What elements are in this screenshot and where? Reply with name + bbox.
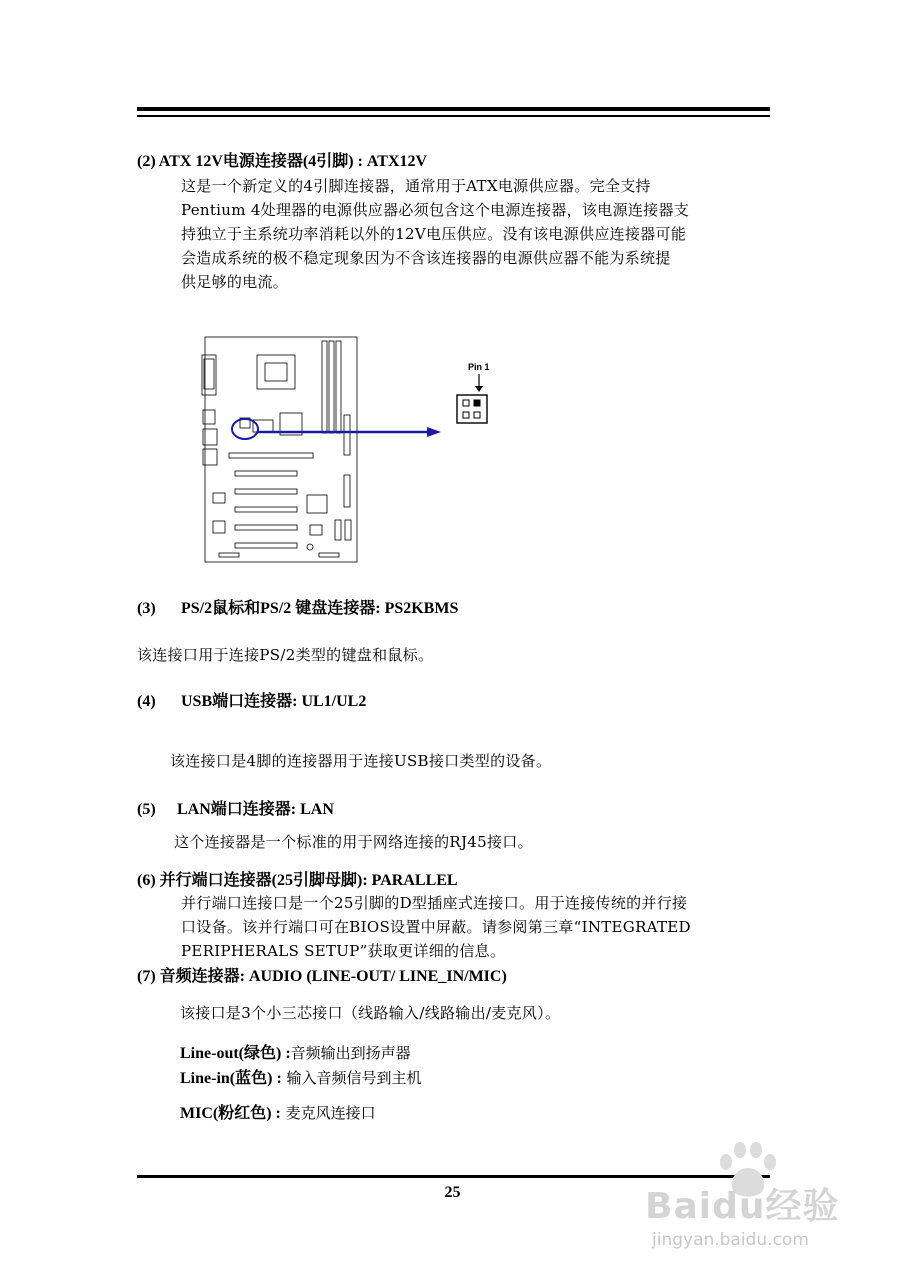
section-7-heading: (7) 音频连接器: AUDIO (LINE-OUT/ LINE_IN/MIC) (137, 968, 507, 985)
section-5-heading (137, 800, 334, 820)
section-5-number: (5) (137, 801, 156, 818)
section-2-line-3: 持独立于主系统功率消耗以外的12V电压供应。没有该电源供应连接器可能 (181, 225, 687, 243)
pci-slot-2 (235, 489, 297, 494)
pin-4 (474, 412, 480, 418)
dimm-slot-2 (329, 341, 334, 433)
section-6-heading: (6) 并行端口连接器(25引脚母脚): PARALLEL (137, 872, 458, 889)
line-out-row (180, 1043, 411, 1064)
line-in-label: Line-in(蓝色) : (180, 1070, 282, 1087)
header-rule-thin (137, 115, 770, 117)
pci-slot-4 (235, 525, 297, 530)
section-6-line-3: PERIPHERALS SETUP”获取更详细的信息。 (181, 942, 506, 960)
watermark-brand: Baidu经验 (645, 1186, 840, 1227)
section-3-number: (3) (137, 600, 156, 617)
dimm-slot-1 (322, 341, 327, 433)
section-2-heading: (2) ATX 12V电源连接器(4引脚) : ATX12V (137, 153, 428, 170)
section-6-line-1: 并行端口连接口是一个25引脚的D型插座式连接口。用于连接传统的并行接 (181, 894, 688, 912)
section-5-body: 这个连接器是一个标准的用于网络连接的RJ45接口。 (174, 833, 533, 851)
section-2-line-2: Pentium 4处理器的电源供应器必须包含这个电源连接器，该电源连接器支 (181, 201, 690, 219)
agp-slot (229, 453, 313, 458)
pin-1 (474, 400, 480, 406)
line-out-label: Line-out(绿色) : (180, 1045, 291, 1062)
section-2-line-4: 会造成系统的极不稳定现象因为不含该连接器的电源供应器不能为系统提 (181, 249, 671, 267)
header-rule-thick (137, 107, 770, 111)
pin-3 (463, 412, 469, 418)
section-2-line-1: 这是一个新定义的4引脚连接器，通常用于ATX电源供应器。完全支持 (181, 177, 651, 195)
motherboard-diagram (195, 325, 525, 570)
baidu-watermark (640, 1140, 900, 1270)
dimm-slot-3 (336, 341, 341, 433)
section-4-title: USB端口连接器: UL1/UL2 (181, 693, 367, 710)
page-number: 25 (444, 1184, 461, 1201)
highlight-circle (232, 419, 258, 439)
pci-slot-1 (235, 471, 297, 476)
section-4-heading (137, 692, 366, 712)
pci-slot-3 (235, 507, 297, 512)
section-5-title: LAN端口连接器: LAN (177, 801, 334, 818)
section-6-line-2: 口设备。该并行端口可在BIOS设置中屏蔽。请参阅第三章“INTEGRATED (181, 918, 691, 936)
section-2-body (181, 174, 689, 294)
line-in-desc: 输入音频信号到主机 (281, 1069, 422, 1087)
pointer-arrow-head (427, 427, 441, 437)
section-3-title: PS/2鼠标和PS/2 键盘连接器: PS2KBMS (181, 600, 459, 617)
atx12v-connector-enlarged (457, 395, 487, 423)
section-7-body: 该接口是3个小三芯接口（线路输入/线路输出/麦克风）。 (180, 1004, 561, 1022)
southbridge-chip (307, 495, 327, 513)
watermark-url: jingyan.baidu.com (652, 1230, 809, 1250)
mic-row (180, 1103, 376, 1124)
line-in-row (180, 1068, 422, 1089)
pin1-label: Pin 1 (468, 362, 490, 372)
mic-desc: 麦克风连接口 (280, 1104, 376, 1122)
section-4-number: (4) (137, 693, 156, 710)
section-3-heading (137, 599, 458, 619)
section-6-body (181, 891, 691, 963)
pci-slot-5 (235, 543, 297, 548)
mic-label: MIC(粉红色) : (180, 1105, 281, 1122)
section-4-body: 该连接口是4脚的连接器用于连接USB接口类型的设备。 (170, 752, 552, 770)
cpu-socket (257, 355, 295, 389)
pin-2 (463, 400, 469, 406)
section-2-line-5: 供足够的电流。 (181, 273, 289, 291)
section-3-body: 该连接口用于连接PS/2类型的键盘和鼠标。 (137, 646, 434, 664)
line-out-desc: 音频输出到扬声器 (290, 1044, 411, 1062)
